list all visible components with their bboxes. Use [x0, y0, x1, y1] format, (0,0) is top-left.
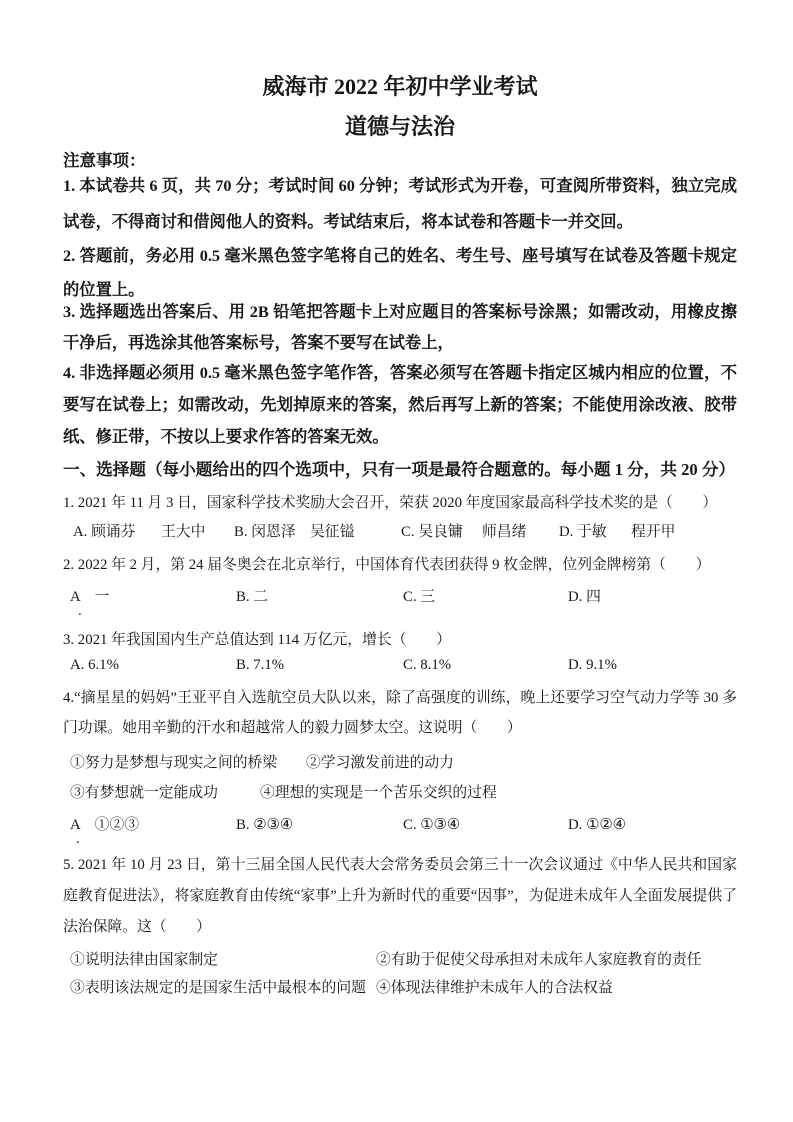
question-4-option-c: C. ①③④ [403, 817, 461, 833]
question-3-stem: 3. 2021 年我国国内生产总值达到 114 万亿元，增长（ ） [63, 632, 451, 648]
question-5-item-3: ③表明该法规定的是国家生活中最根本的问题 [70, 980, 366, 996]
question-4-item-3: ③有梦想就一定能成功 [70, 785, 218, 801]
question-3-option-c: C. 8.1% [403, 657, 452, 673]
question-2-option-a: A 一 [70, 589, 110, 605]
question-5-items-row-2 [63, 977, 737, 999]
question-1-option-c: C. 吴良镛 [401, 524, 463, 540]
notice-heading: 注意事项： [63, 151, 146, 170]
question-3-option-d: D. 9.1% [568, 657, 617, 673]
question-5-item-4: ④体现法律维护未成年人的合法权益 [376, 980, 613, 996]
question-2-option-c: C. 三 [403, 589, 436, 605]
question-5-item-2: ②有助于促使父母承担对未成年人家庭教育的责任 [376, 952, 702, 968]
question-1-options [63, 521, 737, 543]
question-5-items-row-1 [63, 949, 737, 971]
question-2-options [63, 586, 737, 608]
question-3-options [63, 654, 737, 676]
paper-subject-title: 道德与法治 [344, 114, 455, 139]
question-2-option-b: B. 二 [236, 589, 269, 605]
question-4-item-2: ②学习激发前进的动力 [306, 755, 454, 771]
question-1-option-c-name2: 师昌绪 [482, 524, 527, 540]
question-1-option-d-name2: 程开甲 [631, 524, 676, 540]
question-1-option-b-name2: 吴征镒 [310, 524, 355, 540]
question-2-stem: 2. 2022 年 2 月，第 24 届冬奥会在北京举行，中国体育代表团获得 9 枚金牌，位列金牌榜第（ ） [63, 557, 711, 573]
question-4-stem: 4.“摘星星的妈妈”王亚平自入选航空员大队以来，除了高强度的训练，晚上还要学习空气动力学等 30 多门功课。她用辛勤的汗水和超越常人的毅力圆梦太空。这说明（ ） [63, 690, 737, 736]
notice-item-4: 4. 非选择题必须用 0.5 毫米黑色签字笔作答，答案必须写在答题卡指定区城内相应的位置，不要写在试卷上；如需改动，先划掉原来的答案，然后再写上新的答案；不能使用涂改液、胶带纸、修正带，不按以上要求作答的答案无效。 [63, 363, 737, 446]
question-1-option-a: A. 顾诵芬 [73, 524, 136, 540]
question-4-item-1: ①努力是梦想与现实之间的桥梁 [70, 755, 278, 771]
question-4-item-4: ④理想的实现是一个苦乐交织的过程 [260, 785, 497, 801]
question-4-option-a: A ①②③ [70, 817, 140, 833]
question-3-option-b: B. 7.1% [236, 657, 285, 673]
question-4-items-row-1 [63, 752, 737, 774]
notice-item-3: 3. 选择题选出答案后、用 2B 铅笔把答题卡上对应题目的答案标号涂黑；如需改动，用橡皮擦干净后，再选涂其他答案标号，答案不要写在试卷上， [63, 302, 737, 352]
question-1-option-b: B. 闵恩泽 [234, 524, 296, 540]
question-3-option-a: A. 6.1% [70, 657, 119, 673]
question-4-option-d: D. ①②④ [568, 817, 626, 833]
scan-artifact-dot-2: . [76, 831, 80, 847]
question-5-stem: 5. 2021 年 10 月 23 日，第十三届全国人民代表大会常务委员会第三十一次会议通过《中华人民共和国家庭教育促进法》，将家庭教育由传统“家事”上升为新时代的重要“因事”，为促进未成年人全面发展提供了法治保障。这（ ） [63, 857, 737, 935]
question-5-item-1: ①说明法律由国家制定 [70, 952, 218, 968]
question-1-option-d: D. 于敏 [559, 524, 607, 540]
question-1-option-a-name2: 王大中 [161, 524, 206, 540]
question-4-items-row-2 [63, 782, 737, 804]
section-1-heading: 一、选择题（每小题给出的四个选项中，只有一项是最符合题意的。每小题 1 分，共 20 分） [63, 460, 736, 479]
notice-item-1: 1. 本试卷共 6 页，共 70 分；考试时间 60 分钟；考试形式为开卷，可查阅所带资料，独立完成试卷，不得商讨和借阅他人的资料。考试结束后，将本试卷和答题卡一并交回。 [63, 176, 737, 231]
question-4-options [63, 814, 737, 836]
paper-title: 威海市 2022 年初中学业考试 [262, 74, 538, 99]
question-1-stem: 1. 2021 年 11 月 3 日，国家科学技术奖励大会召开，荣获 2020 年度国家最高科学技术奖的是（ ） [63, 495, 718, 511]
question-4-option-b: B. ②③④ [236, 817, 294, 833]
question-2-option-d: D. 四 [568, 589, 601, 605]
scan-artifact-dot-1: . [78, 603, 82, 619]
notice-item-2: 2. 答题前，务必用 0.5 毫米黑色签字笔将自己的姓名、考生号、座号填写在试卷及答题卡规定的位置上。 [63, 246, 737, 299]
